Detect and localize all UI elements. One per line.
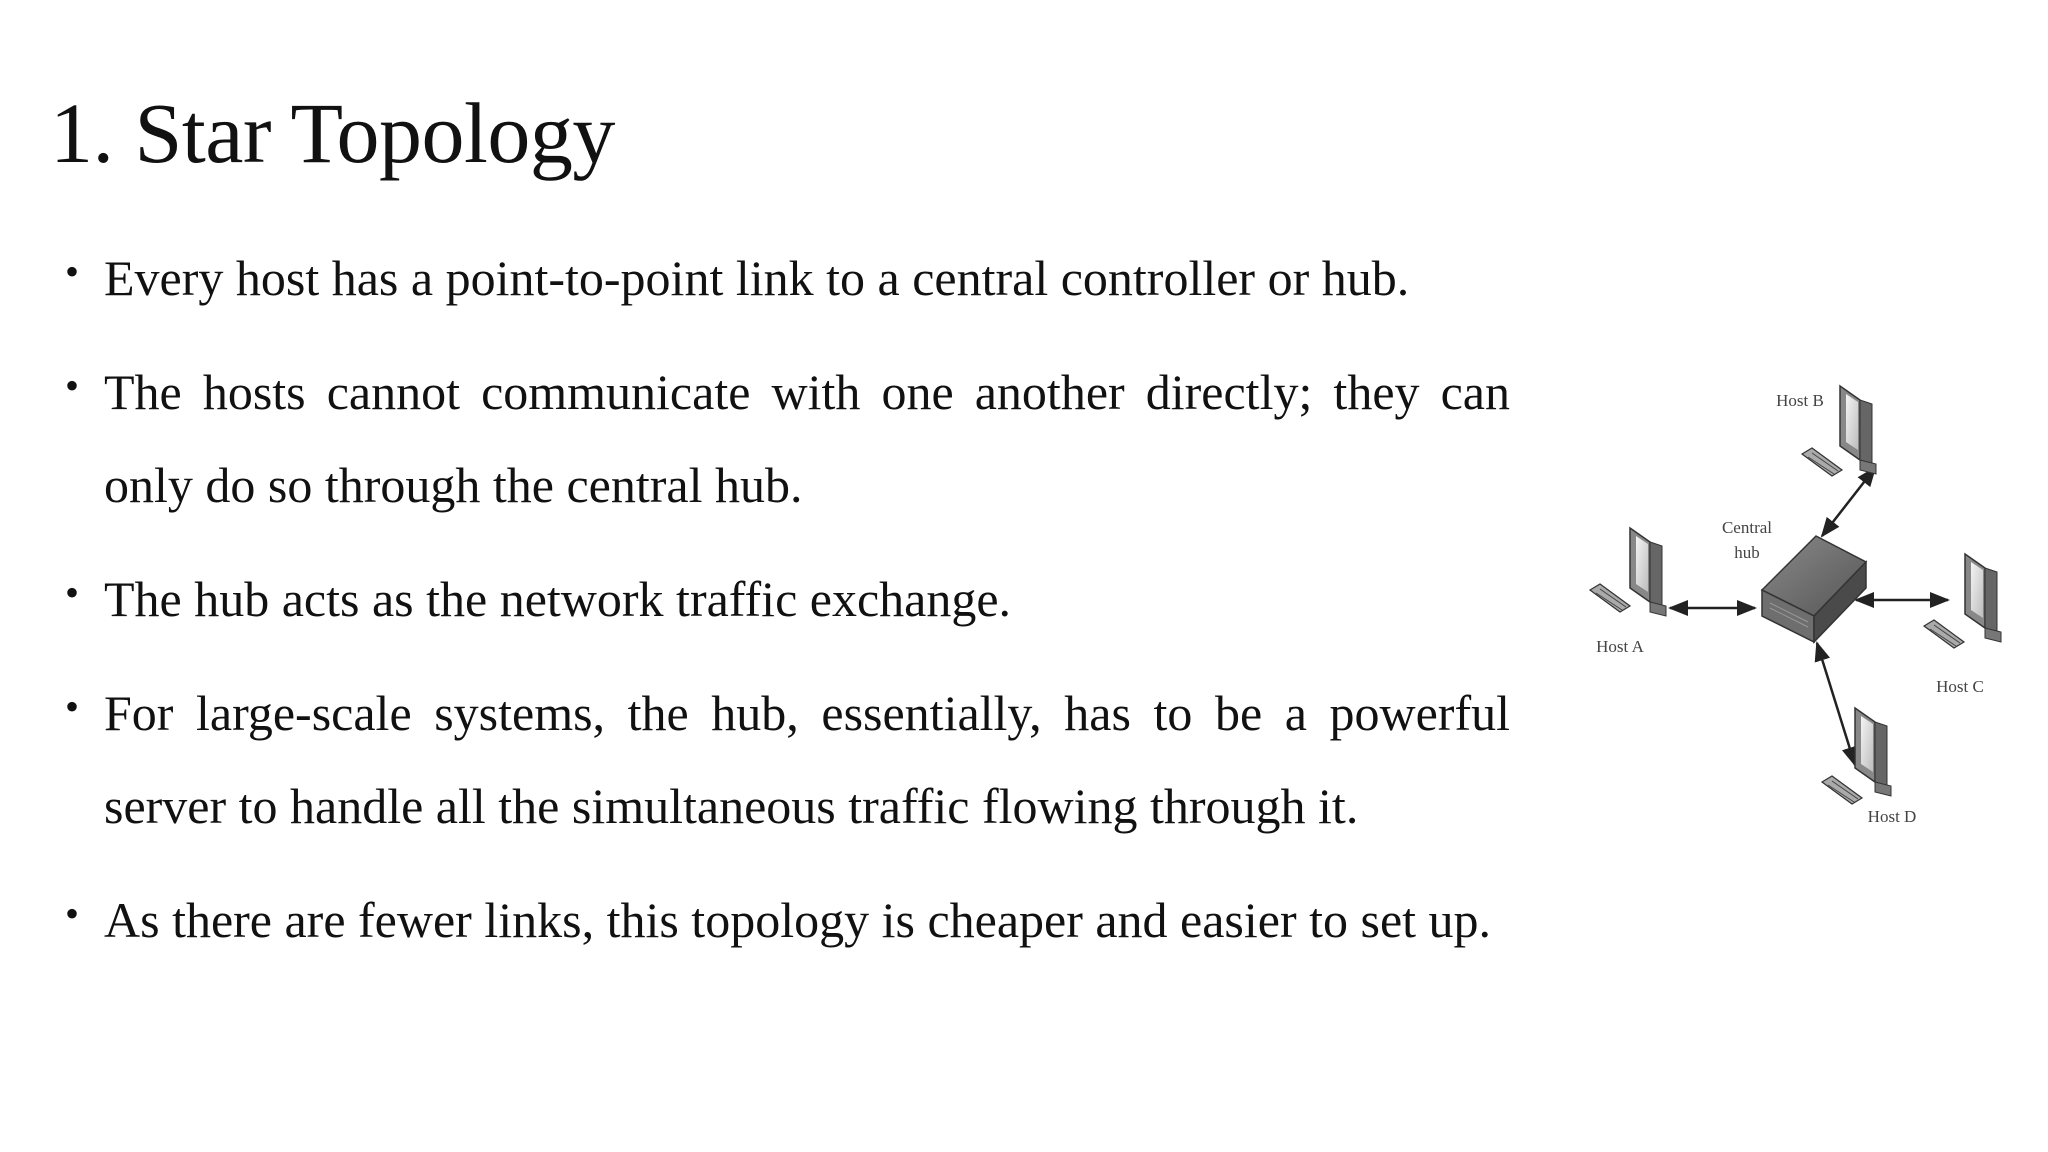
hub-icon — [1762, 536, 1866, 642]
bullet-text: The hosts cannot communicate with one another directly; they can only do so through the central hub. — [104, 364, 1510, 513]
bullet-text: For large-scale systems, the hub, essentially, has to be a powerful server to handle all the simultaneous traffic flowing through it. — [104, 685, 1510, 834]
host-d-label: Host D — [1867, 807, 1917, 826]
host-a-computer-icon — [1590, 528, 1666, 616]
bullet-dot-icon: • — [65, 249, 80, 294]
bullet-dot-icon: • — [65, 570, 80, 615]
bullet-item — [60, 874, 1510, 967]
bullet-item — [60, 346, 1510, 532]
bullet-dot-icon: • — [65, 684, 80, 729]
star-topology-diagram — [1570, 360, 2030, 840]
host-c-label: Host C — [1936, 677, 1984, 696]
hub-label-line2: hub — [1734, 543, 1760, 562]
bullet-text: As there are fewer links, this topology is cheaper and easier to set up. — [104, 892, 1492, 948]
link-host-b — [1822, 468, 1875, 536]
link-host-d — [1817, 643, 1855, 765]
host-b-label: Host B — [1776, 391, 1824, 410]
hub-label-line1: Central — [1721, 518, 1773, 537]
bullet-item — [60, 232, 1510, 325]
bullet-item — [60, 553, 1510, 646]
host-d-computer-icon — [1822, 708, 1891, 804]
bullet-dot-icon: • — [65, 363, 80, 408]
host-a-label: Host A — [1596, 637, 1644, 656]
bullet-list — [60, 232, 1510, 988]
bullet-item — [60, 667, 1510, 853]
bullet-text: The hub acts as the network traffic exchange. — [104, 571, 1012, 627]
bullet-text: Every host has a point-to-point link to a central controller or hub. — [104, 250, 1410, 306]
slide-title: 1. Star Topology — [50, 85, 615, 181]
bullet-dot-icon: • — [65, 891, 80, 936]
